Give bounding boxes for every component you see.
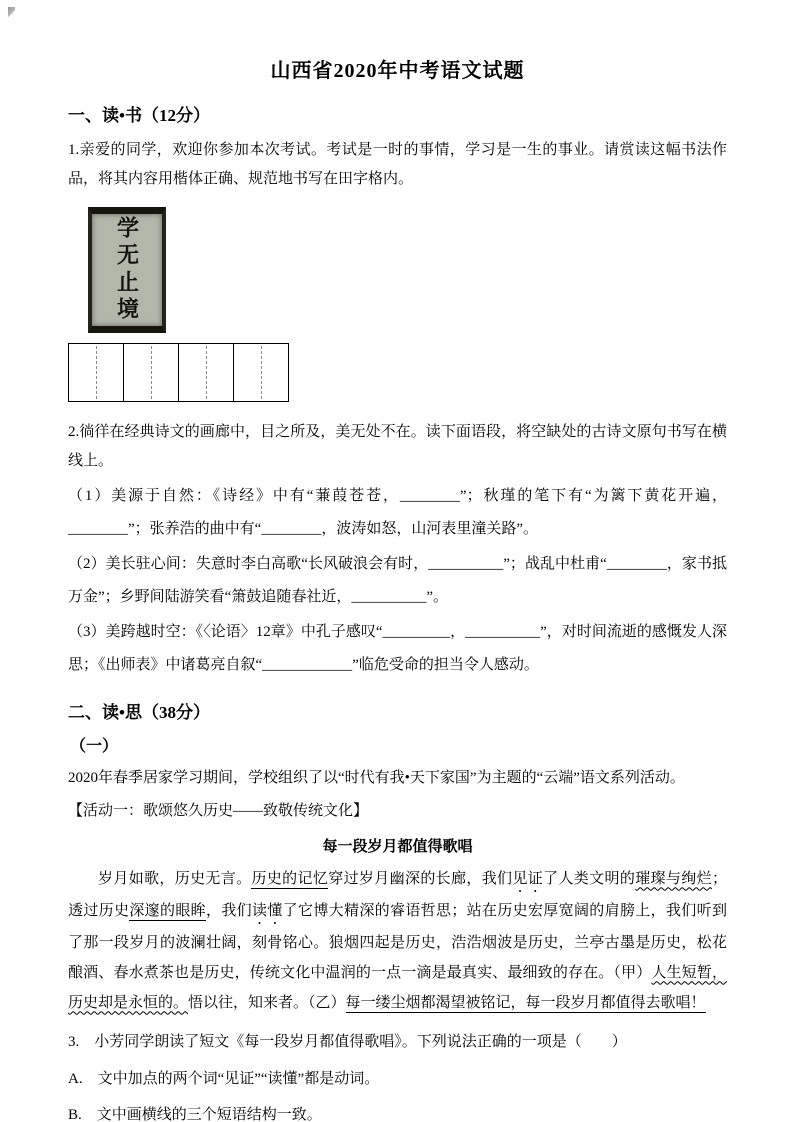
section-2-heading: 二、读•思（38分） xyxy=(68,703,210,722)
page-title: 山西省2020年中考语文试题 xyxy=(270,60,525,82)
essay-segment-underlined: 每一缕尘烟都渴望被铭记，每一段岁月都值得去歌唱！ xyxy=(345,994,706,1011)
question-1-text: 1.亲爱的同学，欢迎你参加本次考试。考试是一时的事情，学习是一生的事业。请赏读这幅书法作品，将其内容用楷体正确、规范地书写在田字格内。 xyxy=(68,142,727,188)
part-one-label: （一） xyxy=(70,738,119,755)
calligraphy-text: 学无止境 xyxy=(114,215,140,324)
essay-segment-underlined: 深邃的眼眸 xyxy=(129,902,206,919)
essay-segment: 悟以往，知来者。（乙） xyxy=(188,994,346,1011)
activity-intro: 2020年春季居家学习期间，学校组织了以“时代有我•天下家国”为主题的“云端”语文系列活动。 xyxy=(68,770,685,786)
essay-segment-wavy: 人生短暂，历史却是永恒的。 xyxy=(68,964,727,1011)
grid-cell xyxy=(68,343,124,402)
question-2-text: 2.徜徉在经典诗文的画廊中，目之所及，美无处不在。读下面语段，将空缺处的古诗文原句书写在横线上。 xyxy=(68,423,727,469)
essay-segment: 岁月如歌，历史无言。 xyxy=(98,870,252,887)
essay-segment-dotted: 读懂 xyxy=(252,902,283,919)
blank-item-1: （1）美源于自然：《诗经》中有“蒹葭苍苍，________”；秋瑾的笔下有“为篱下黄花开遍，________”；张养浩的曲中有“________，波涛如怒，山河表里潼关路”。 xyxy=(68,488,727,537)
blank-item-3: （3）美跨越时空：《〈论语〉12章》中孔子感叹“_________，__________”，对时间流逝的感慨发人深思；《出师表》中诸葛亮自叙“____________”临危受命的担当令人感动。 xyxy=(68,624,727,673)
essay-segment: ；透过历史 xyxy=(68,870,727,919)
activity-one-label: 【活动一：歌颂悠久历史——致敬传统文化】 xyxy=(68,803,369,820)
section-1-heading: 一、读•书（12分） xyxy=(68,106,210,125)
blank-item-2: （2）美长驻心间：失意时李白高歌“长风破浪会有时，__________”；战乱中杜甫“________，家书抵万金”；乡野间陆游笑看“箫鼓追随春社近，__________”。 xyxy=(68,556,727,605)
calligraphy-scroll xyxy=(88,207,166,333)
essay-title: 每一段岁月都值得歌唱 xyxy=(322,838,473,855)
essay-segment: 穿过岁月幽深的长廊，我们 xyxy=(328,870,513,887)
essay-paragraph xyxy=(68,864,727,1018)
option-b: B. 文中画横线的三个短语结构一致。 xyxy=(68,1107,322,1122)
option-a: A. 文中加点的两个词“见证”“读懂”都是动词。 xyxy=(68,1070,380,1087)
essay-segment: ，我们 xyxy=(206,902,252,919)
grid-cell xyxy=(124,343,179,402)
question-3-text: 3. 小芳同学朗读了短文《每一段岁月都值得歌唱》。下列说法正确的一项是（ ） xyxy=(68,1033,627,1050)
essay-segment-underlined: 历史的记忆 xyxy=(251,870,329,887)
practice-grid xyxy=(68,343,727,402)
essay-segment: 了它博大精深的睿语哲思；站在历史宏厚宽阔的肩膀上，我们听到了那一段岁月的波澜壮阔，刻骨铭心。狼烟四起是历史，浩浩烟波是历史，兰亭古墨是历史，松花酿酒、春水煮茶也是历史，传统文化中温润的一点一滴是最真实、最细致的存在。（甲） xyxy=(68,902,727,981)
essay-segment-dotted: 见证 xyxy=(512,870,544,887)
grid-cell xyxy=(179,343,234,402)
grid-cell xyxy=(234,343,289,402)
scan-artifact xyxy=(8,7,15,17)
essay-segment-wavy: 璀璨与绚烂 xyxy=(635,870,712,887)
essay-segment: 了人类文明的 xyxy=(543,870,636,887)
